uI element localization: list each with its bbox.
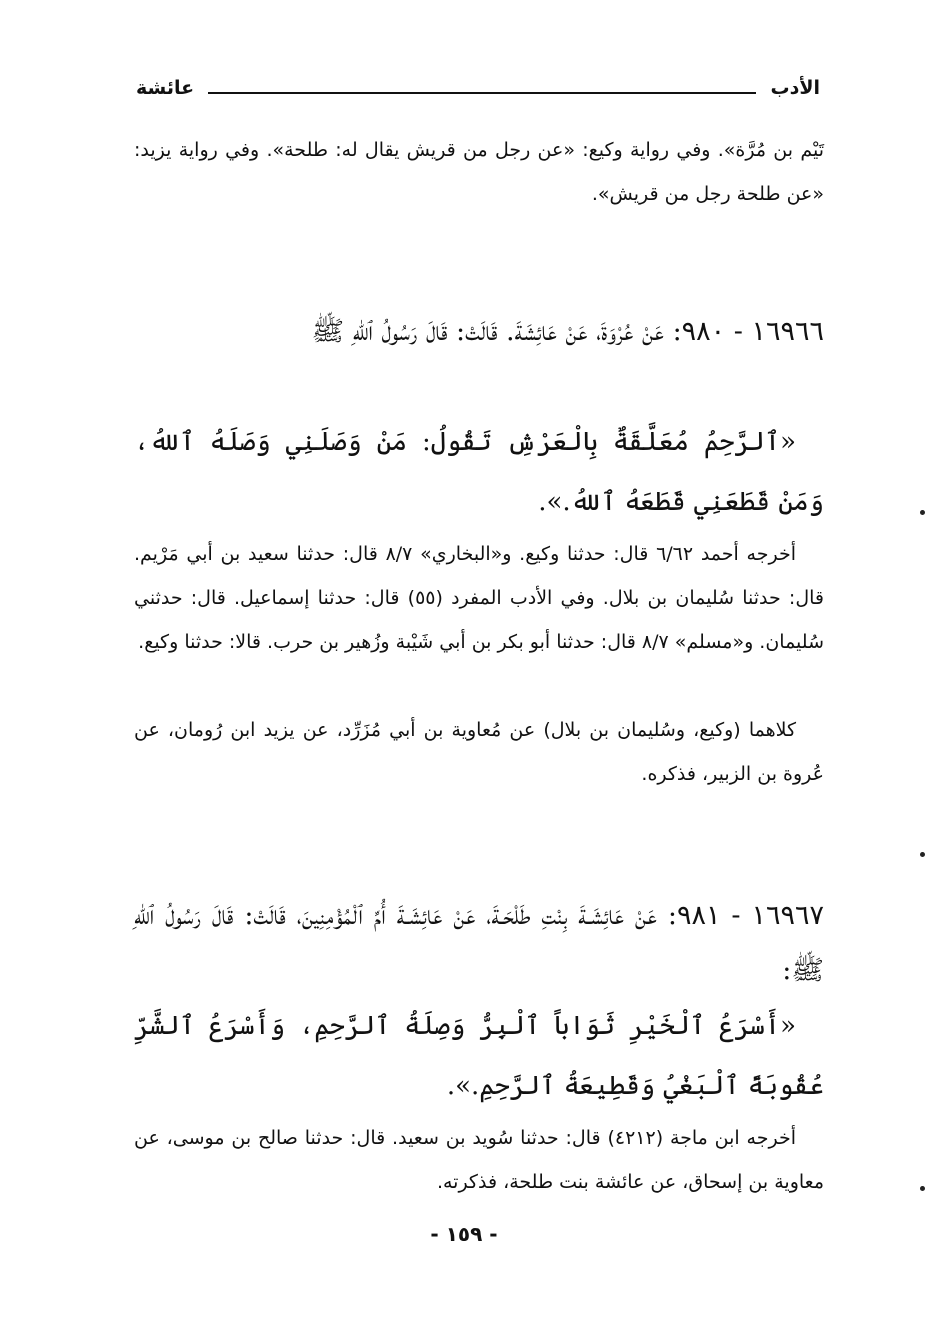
page-number: - ١٥٩ - <box>430 1222 498 1246</box>
hadith-981-heading: ١٦٩٦٧ - ٩٨١: عَنْ عَائِشَـةَ بِنْتِ طَلْحَـةَ، عَنْ عَائِشَـةَ أُمِّ ٱلْمُؤْمِنِينَ، قَالَتْ: قَالَ رَسُولُ ٱللهِ ﷺ: <box>134 900 824 986</box>
running-head-narrator: عائشة <box>136 77 195 99</box>
scan-mark <box>920 1186 925 1191</box>
running-head <box>136 72 820 102</box>
carryover-note: تَيْم بن مُرَّة». وفي رواية وكيع: «عن رجل من قريش يقال له: طلحة». وفي رواية يزيد: «عن طلحة رجل من قريش». <box>134 139 824 205</box>
scan-mark <box>920 852 925 857</box>
hadith-980-takhrij-chain: كلاهما (وكيع، وسُليمان بن بلال) عن مُعاوية بن أبي مُزَرِّد، عن يزيد ابن رُومان، عن عُروة بن الزبير، فذكره. <box>134 719 824 785</box>
hadith-980-heading: ١٦٩٦٦ - ٩٨٠: عَنْ عُرْوَةَ، عَنْ عَائِشَةَ. قَالَتْ: قَالَ رَسُولُ ٱللهِ ﷺ <box>311 316 824 347</box>
hadith-980-takhrij: أخرجه أحمد ٦/٦٢ قال: حدثنا وكيع. و«البخاري» ٨/٧ قال: حدثنا سعيد بن أبي مَرْيم. قال: حدثنا سُليمان بن بلال. وفي الأدب المفرد (٥٥) قال: حدثنا إسماعيل. قال: حدثني سُليمان. و«مسلم» ٨/٧ قال: حدثنا أبو بكر بن أبي شَيْبة وزُهير بن حرب. قالا: حدثنا وكيع. <box>134 543 825 653</box>
hadith-980-text: «ٱلرَّحِمُ مُعَلَّقَةٌ بِالْعَرْشِ تَقُولُ: مَنْ وَصَلَنِي وَصَلَهُ ٱللهُ، وَمَنْ قَطَعَنِي قَطَعَهُ ٱللهُ.». <box>134 427 824 517</box>
hadith-981-text: «أَسْرَعُ ٱلْخَيْرِ ثَوَاباً ٱلْبِرُّ وَصِلَةُ ٱلرَّحِمِ، وَأَسْرَعُ ٱلشَّرِّ عُقُوبَةً ٱلْبَغْيُ وَقَطِيعَةُ ٱلرَّحِمِ.». <box>134 1011 824 1101</box>
running-head-rule <box>208 92 756 94</box>
hadith-981-takhrij: أخرجه ابن ماجة (٤٢١٢) قال: حدثنا سُويد بن سعيد. قال: حدثنا صالح بن موسى، عن معاوية بن إسحاق، عن عائشة بنت طلحة، فذكرته. <box>134 1127 824 1193</box>
scan-mark <box>920 510 925 515</box>
running-head-chapter: الأدب <box>770 77 820 99</box>
